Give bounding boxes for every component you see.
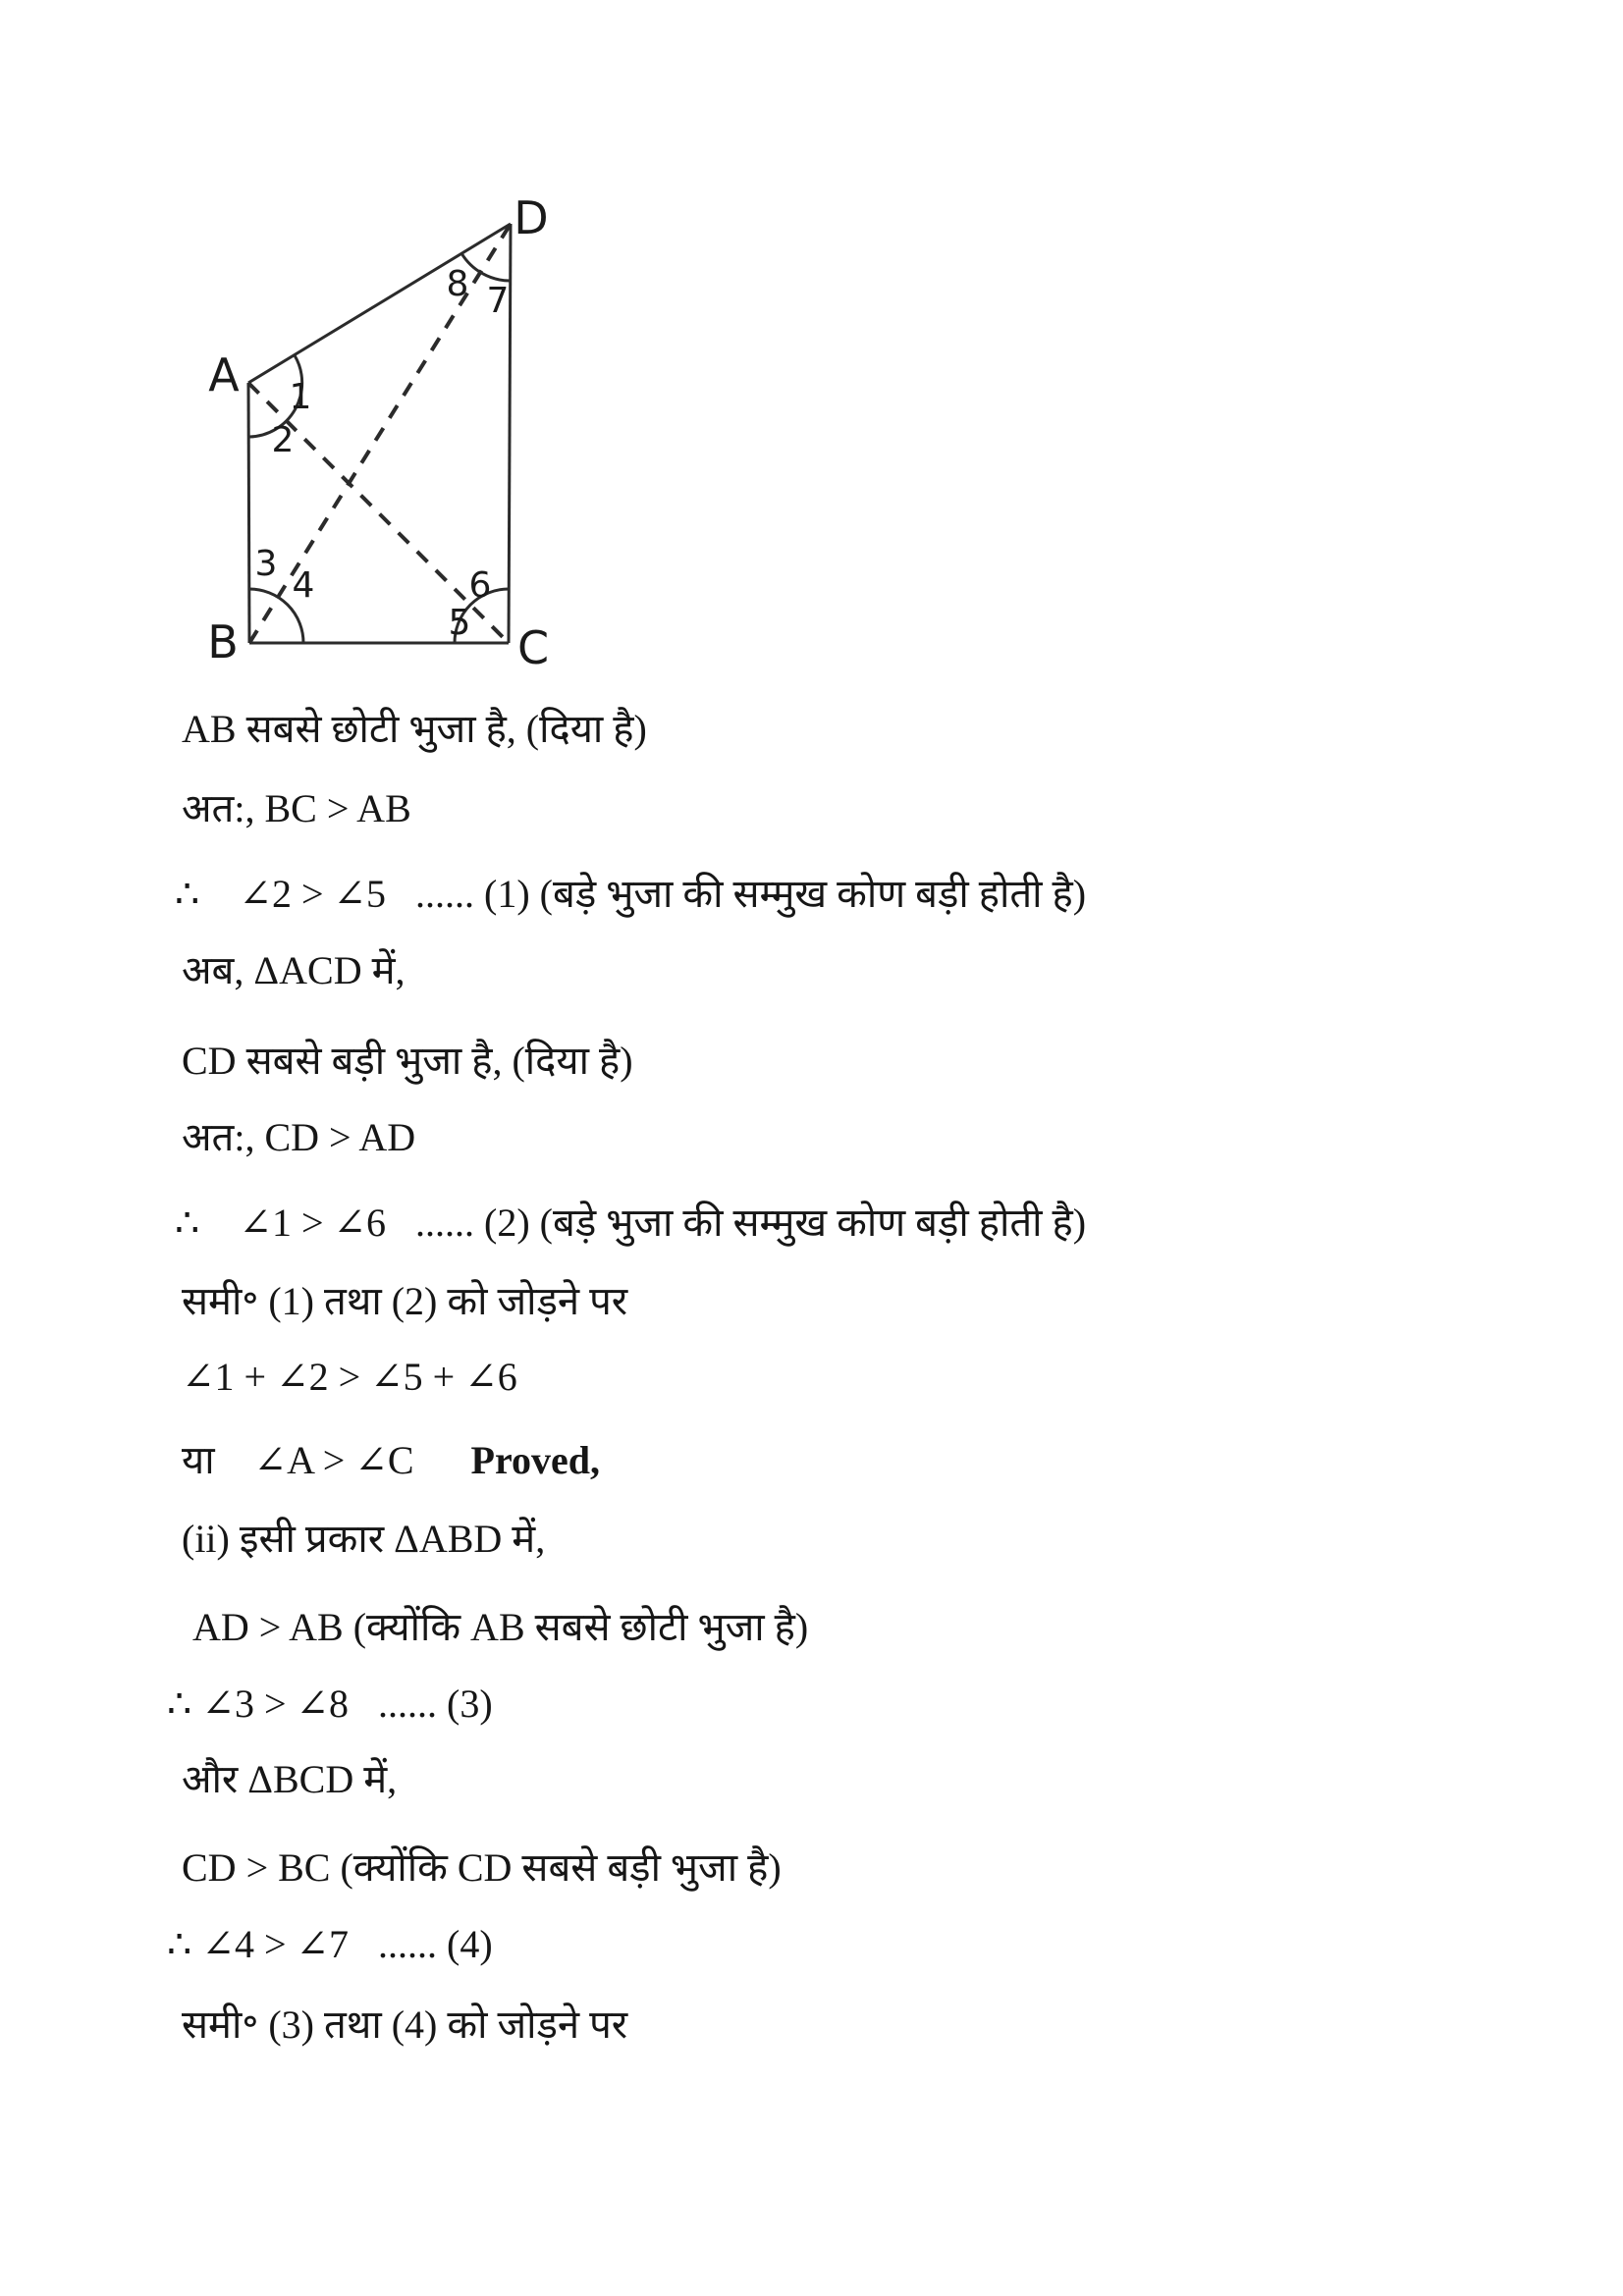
proof-line-6: अत:, CD > AD	[182, 1115, 416, 1159]
proof-line-10-statement: या ∠A > ∠C	[182, 1438, 414, 1482]
proof-line-9: ∠1 + ∠2 > ∠5 + ∠6	[182, 1355, 517, 1399]
geometry-diagram	[128, 128, 619, 697]
proof-line-5: CD सबसे बड़ी भुजा है, (दिया है)	[182, 1039, 633, 1083]
angle-label-3: 3	[254, 544, 278, 584]
vertex-label-A: A	[208, 348, 240, 401]
angle-label-7: 7	[486, 281, 510, 321]
proof-line-3: ∴ ∠2 > ∠5 ...... (1) (बड़े भुजा की सम्मुख कोण बड़ी होती है)	[175, 872, 1087, 916]
side-AB	[248, 383, 249, 643]
angle-label-4: 4	[292, 565, 315, 606]
angle-label-2: 2	[271, 420, 295, 460]
angle-arc-D	[461, 253, 511, 281]
vertex-label-C: C	[516, 621, 550, 674]
proof-line-4: अब, ΔACD में,	[182, 948, 406, 992]
proof-line-16: ∴ ∠4 > ∠7 ...... (4)	[167, 1922, 493, 1966]
proof-line-10	[182, 1438, 600, 1483]
proof-line-15: CD > BC (क्योंकि CD सबसे बड़ी भुजा है)	[182, 1845, 782, 1890]
angle-label-5: 5	[448, 603, 471, 643]
proof-line-7: ∴ ∠1 > ∠6 ...... (2) (बड़े भुजा की सम्मुख कोण बड़ी होती है)	[175, 1201, 1087, 1245]
angle-label-1: 1	[289, 377, 312, 417]
proof-line-2: अत:, BC > AB	[182, 786, 411, 830]
proof-line-13: ∴ ∠3 > ∠8 ...... (3)	[167, 1682, 493, 1726]
vertex-label-D: D	[514, 191, 549, 244]
proof-line-14: और ΔBCD में,	[182, 1757, 398, 1801]
angle-label-8: 8	[446, 264, 469, 304]
vertex-label-B: B	[207, 615, 239, 668]
proved-label: Proved,	[470, 1438, 600, 1482]
side-DA	[248, 224, 511, 383]
proof-line-1: AB सबसे छोटी भुजा है, (दिया है)	[182, 707, 647, 751]
proof-line-11: (ii) इसी प्रकार ΔABD में,	[182, 1517, 546, 1561]
proof-line-17: समी॰ (3) तथा (4) को जोड़ने पर	[182, 2002, 628, 2047]
proof-line-8: समी॰ (1) तथा (2) को जोड़ने पर	[182, 1279, 628, 1323]
angle-label-6: 6	[468, 565, 492, 606]
proof-line-12: AD > AB (क्योंकि AB सबसे छोटी भुजा है)	[192, 1605, 809, 1649]
